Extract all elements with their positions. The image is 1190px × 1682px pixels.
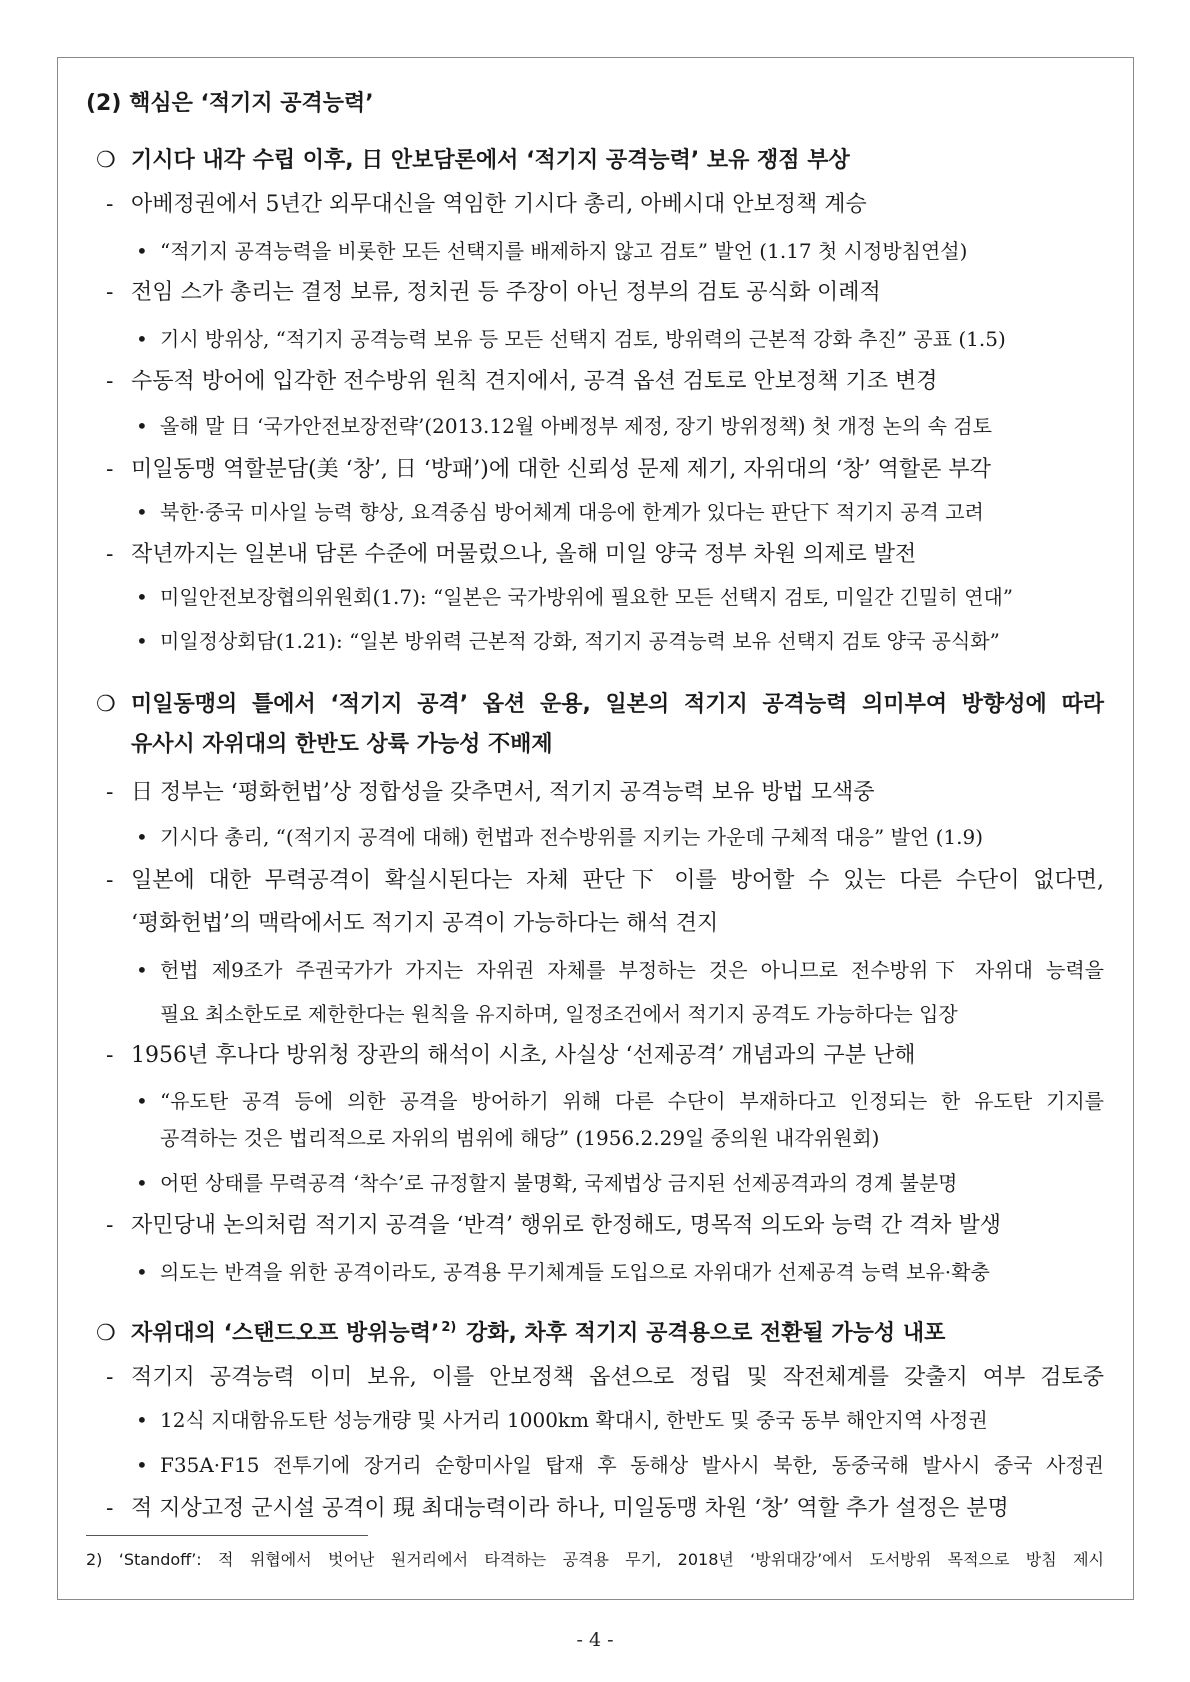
detail-text: 기시 방위상, “적기지 공격능력 보유 등 모든 선택지 검토, 방위력의 근본적 강화 추진” 공표 (1.5)	[160, 327, 1006, 351]
sub-point	[106, 1210, 1001, 1242]
sub-point-text: 日 정부는 ‘평화헌법’상 정합성을 갖추면서, 적기지 공격능력 보유 방법 모색중	[131, 780, 875, 805]
detail-text: 미일안전보장협의위원회(1.7): “일본은 국가방위에 필요한 모든 선택지 검토, 미일간 긴밀히 연대”	[160, 585, 1014, 609]
sub-point	[106, 1493, 1009, 1525]
detail-item	[136, 323, 1006, 355]
sub-point-text: 아베정권에서 5년간 외무대신을 역임한 기시다 총리, 아베시대 안보정책 계승	[131, 192, 867, 217]
sub-point-text: 전임 스가 총리는 결정 보류, 정치권 등 주장이 아닌 정부의 검토 공식화 이례적	[131, 280, 881, 305]
detail-text: 미일정상회담(1.21): “일본 방위력 근본적 강화, 적기지 공격능력 보유 선택지 검토 양국 공식화”	[160, 629, 1000, 653]
dash-bullet: -	[106, 369, 114, 394]
detail-text: 헌법 제9조가 주권국가가 가지는 자위권 자체를 부정하는 것은 아니므로 전수방위下 자위대 능력을	[160, 958, 1104, 982]
detail-text: F35A·F15 전투기에 장거리 순항미사일 탑재 후 동해상 발사시 북한, 동중국해 발사시 중국 사정권	[160, 1453, 1104, 1477]
detail-item	[136, 1167, 958, 1199]
detail-item-continued: 공격하는 것은 법리적으로 자위의 범위에 해당” (1956.2.29일 중의원 내각위원회)	[160, 1126, 880, 1150]
sub-point-text: 자민당내 논의처럼 적기지 공격을 ‘반격’ 행위로 한정해도, 명목적 의도와 능력 간 격차 발생	[131, 1213, 1001, 1238]
sub-point-continued: ‘평화헌법’의 맥락에서도 적기지 공격이 가능하다는 해석 견지	[131, 911, 719, 936]
detail-item	[136, 410, 992, 442]
dash-bullet: -	[106, 868, 114, 893]
dash-bullet: -	[106, 1213, 114, 1238]
dot-bullet: •	[136, 629, 148, 653]
sub-point-text: 적 지상고정 군시설 공격이 現 최대능력이라 하나, 미일동맹 차원 ‘창’ 역할 추가 설정은 분명	[131, 1496, 1009, 1521]
dash-bullet: -	[106, 457, 114, 482]
dash-bullet: -	[106, 542, 114, 567]
dot-bullet: •	[136, 1089, 148, 1113]
sub-point	[106, 189, 867, 221]
main-point-text: 자위대의 ‘스탠드오프 방위능력’	[131, 1321, 440, 1346]
sub-point-text: 작년까지는 일본내 담론 수준에 머물렀으나, 올해 미일 양국 정부 차원 의제로 발전	[131, 542, 917, 567]
footnote: 2) ‘Standoff’: 적 위협에서 벗어난 원거리에서 타격하는 공격용 무기, 2018년 ‘방위대강’에서 도서방위 목적으로 방침 제시	[86, 1550, 1104, 1569]
main-point	[96, 1318, 945, 1350]
detail-text: 어떤 상태를 무력공격 ‘착수’로 규정할지 불명확, 국제법상 금지된 선제공격과의 경계 불분명	[160, 1171, 958, 1195]
footnote-divider	[86, 1535, 368, 1536]
detail-text: 올해 말 日 ‘국가안전보장전략’(2013.12월 아베정부 제정, 장기 방위정책) 첫 개정 논의 속 검토	[160, 414, 992, 438]
dash-bullet: -	[106, 280, 114, 305]
circle-bullet: ❍	[96, 692, 116, 717]
main-point	[96, 145, 850, 177]
sub-point	[106, 277, 881, 309]
detail-text: 북한·중국 미사일 능력 향상, 요격중심 방어체계 대응에 한계가 있다는 판단下 적기지 공격 고려	[160, 500, 984, 524]
sub-point-text: 적기지 공격능력 이미 보유, 이를 안보정책 옵션으로 정립 및 작전체계를 갖출지 여부 검토중	[131, 1365, 1104, 1390]
detail-item	[136, 625, 1000, 657]
dot-bullet: •	[136, 585, 148, 609]
dot-bullet: •	[136, 958, 148, 982]
detail-item	[136, 821, 983, 853]
dash-bullet: -	[106, 780, 114, 805]
dot-bullet: •	[136, 825, 148, 849]
sub-point-text: 1956년 후나다 방위청 장관의 해석이 시초, 사실상 ‘선제공격’ 개념과의 구분 난해	[131, 1043, 916, 1068]
sub-point-text: 수동적 방어에 입각한 전수방위 원칙 견지에서, 공격 옵션 검토로 안보정책 기조 변경	[131, 369, 938, 394]
sub-point	[106, 1040, 915, 1072]
detail-text: “유도탄 공격 등에 의한 공격을 방어하기 위해 다른 수단이 부재하다고 인정되는 한 유도탄 기지를	[160, 1089, 1104, 1113]
circle-bullet: ❍	[96, 1321, 116, 1346]
sub-point	[106, 777, 874, 809]
dot-bullet: •	[136, 1453, 148, 1477]
section-heading: (2) 핵심은 ‘적기지 공격능력’	[86, 91, 374, 116]
main-point	[96, 689, 1104, 721]
dash-bullet: -	[106, 1043, 114, 1068]
dot-bullet: •	[136, 500, 148, 524]
sub-point	[106, 1362, 1104, 1394]
detail-text: 기시다 총리, “(적기지 공격에 대해) 헌법과 전수방위를 지키는 가운데 구체적 대응” 발언 (1.9)	[160, 825, 983, 849]
footnote-ref: 2)	[441, 1320, 457, 1335]
dash-bullet: -	[106, 192, 114, 217]
detail-item	[136, 235, 967, 267]
detail-item	[136, 581, 1013, 613]
sub-point-text: 일본에 대한 무력공격이 확실시된다는 자체 판단下 이를 방어할 수 있는 다른 수단이 없다면,	[131, 868, 1104, 893]
detail-item	[136, 1449, 1104, 1481]
detail-text: “적기지 공격능력을 비롯한 모든 선택지를 배제하지 않고 검토” 발언 (1.17 첫 시정방침연설)	[160, 239, 968, 263]
detail-text: 의도는 반격을 위한 공격이라도, 공격용 무기체계들 도입으로 자위대가 선제공격 능력 보유·확충	[160, 1260, 990, 1284]
main-point-text: 미일동맹의 틀에서 ‘적기지 공격’ 옵션 운용, 일본의 적기지 공격능력 의미부여 방향성에 따라	[131, 692, 1104, 717]
dot-bullet: •	[136, 239, 148, 263]
detail-item	[136, 1085, 1104, 1117]
detail-text: 12식 지대함유도탄 성능개량 및 사거리 1000km 확대시, 한반도 및 중국 동부 해안지역 사정권	[160, 1408, 988, 1432]
dot-bullet: •	[136, 1260, 148, 1284]
main-point-text: 기시다 내각 수립 이후, 日 안보담론에서 ‘적기지 공격능력’ 보유 쟁점 부상	[131, 148, 850, 173]
main-point-continued: 유사시 자위대의 한반도 상륙 가능성 不배제	[131, 732, 553, 757]
dot-bullet: •	[136, 327, 148, 351]
detail-item-continued: 필요 최소한도로 제한한다는 원칙을 유지하며, 일정조건에서 적기지 공격도 가능하다는 입장	[160, 1002, 958, 1026]
detail-item	[136, 1256, 990, 1288]
detail-item	[136, 1404, 988, 1436]
dot-bullet: •	[136, 1408, 148, 1432]
detail-item	[136, 496, 984, 528]
dash-bullet: -	[106, 1365, 114, 1390]
detail-item	[136, 954, 1104, 986]
sub-point	[106, 366, 938, 398]
sub-point	[106, 865, 1104, 897]
page-number: - 4 -	[576, 1629, 614, 1651]
circle-bullet: ❍	[96, 148, 116, 173]
sub-point	[106, 454, 991, 486]
dot-bullet: •	[136, 414, 148, 438]
dash-bullet: -	[106, 1496, 114, 1521]
dot-bullet: •	[136, 1171, 148, 1195]
sub-point	[106, 539, 916, 571]
sub-point-text: 미일동맹 역할분담(美 ‘창’, 日 ‘방패’)에 대한 신뢰성 문제 제기, 자위대의 ‘창’ 역할론 부각	[131, 457, 991, 482]
main-point-text: 강화, 차후 적기지 공격용으로 전환될 가능성 내포	[458, 1321, 946, 1346]
